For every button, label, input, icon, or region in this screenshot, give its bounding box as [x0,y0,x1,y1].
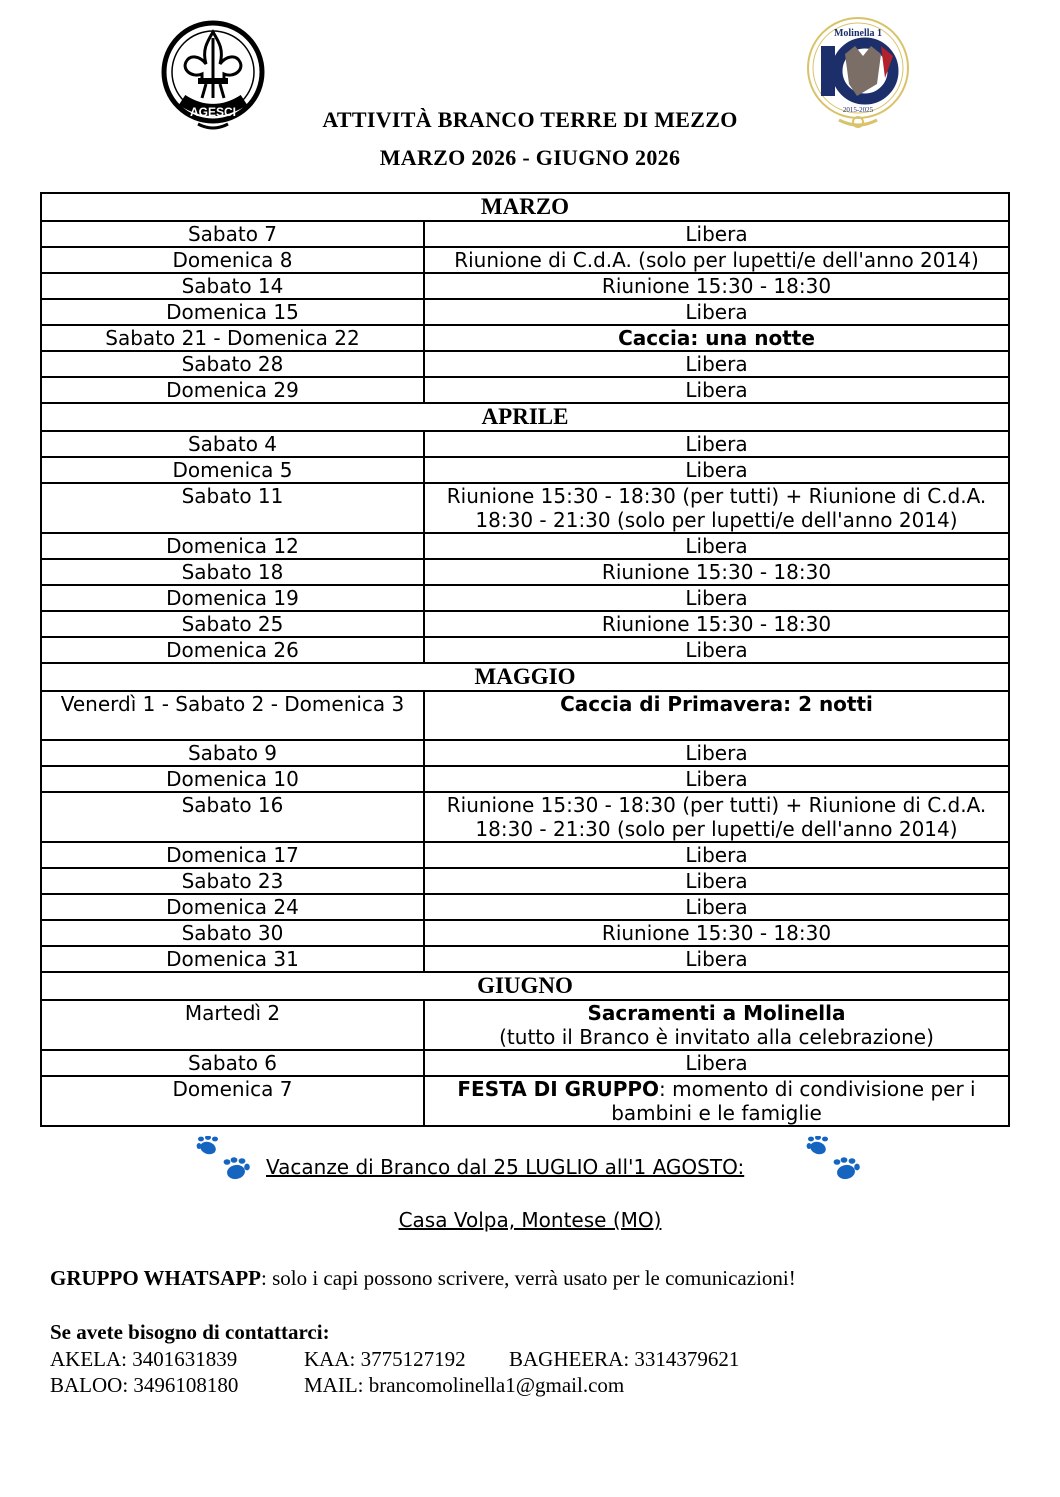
paw-print-icon [806,1136,862,1186]
day-cell: Domenica 5 [41,457,424,483]
day-cell: Domenica 8 [41,247,424,273]
day-cell: Domenica 7 [41,1076,424,1126]
activity-cell: Libera [424,946,1009,972]
day-cell: Domenica 12 [41,533,424,559]
day-cell: Domenica 24 [41,894,424,920]
day-cell: Sabato 6 [41,1050,424,1076]
activity-cell: Caccia: una notte [424,325,1009,351]
day-cell: Domenica 31 [41,946,424,972]
activity-text: (tutto il Branco è invitato alla celebrazione) [499,1025,934,1049]
table-row [41,691,1009,740]
activity-cell: Libera [424,431,1009,457]
activity-cell: Riunione 15:30 - 18:30 [424,273,1009,299]
contact-heading: Se avete bisogno di contattarci: [50,1320,330,1344]
month-header-row [41,972,1009,1000]
day-cell: Domenica 17 [41,842,424,868]
vacanze-location: Casa Volpa, Montese (MO) [398,1208,662,1232]
activity-cell: Libera [424,221,1009,247]
activity-cell [424,1000,1009,1050]
table-row [41,221,1009,247]
day-cell: Sabato 25 [41,611,424,637]
day-cell: Sabato 9 [41,740,424,766]
day-cell: Domenica 26 [41,637,424,663]
month-header-row [41,193,1009,221]
table-row [41,766,1009,792]
table-row [41,247,1009,273]
schedule-table [40,192,1010,1127]
activity-cell: Libera [424,868,1009,894]
day-cell: Domenica 15 [41,299,424,325]
activity-cell: Libera [424,299,1009,325]
activity-cell: Libera [424,637,1009,663]
table-row [41,740,1009,766]
month-header: APRILE [41,403,1009,431]
table-row [41,273,1009,299]
activity-bold: FESTA DI GRUPPO [457,1077,660,1101]
activity-cell: Riunione 15:30 - 18:30 (per tutti) + Riunione di C.d.A. 18:30 - 21:30 (solo per lupetti/e dell'anno 2014) [424,483,1009,533]
activity-text: : momento di condivisione per i bambini e le famiglie [611,1077,976,1125]
day-cell: Sabato 7 [41,221,424,247]
agesci-logo-text: AGESCI [189,105,237,119]
molinella-logo-years: 2015-2025 [842,106,874,114]
table-row [41,559,1009,585]
day-cell: Sabato 18 [41,559,424,585]
page-subtitle: MARZO 2026 - GIUGNO 2026 [379,145,681,170]
table-row [41,920,1009,946]
activity-cell: Libera [424,585,1009,611]
table-row [41,868,1009,894]
contact-akela: AKELA: 3401631839 [50,1347,238,1371]
activity-cell: Riunione di C.d.A. (solo per lupetti/e dell'anno 2014) [424,247,1009,273]
contact-baloo: BALOO: 3496108180 [50,1373,239,1397]
paw-print-icon [196,1136,252,1186]
day-cell: Martedì 2 [41,1000,424,1050]
table-row [41,377,1009,403]
table-row [41,842,1009,868]
molinella-logo-text: Molinella 1 [833,28,883,39]
whatsapp-note [50,1266,796,1291]
activity-cell: Caccia di Primavera: 2 notti [424,691,1009,740]
table-row [41,792,1009,842]
day-cell: Domenica 10 [41,766,424,792]
table-row [41,946,1009,972]
day-cell: Sabato 4 [41,431,424,457]
month-header: MAGGIO [41,663,1009,691]
activity-cell: Libera [424,842,1009,868]
activity-cell: Riunione 15:30 - 18:30 [424,559,1009,585]
month-header-row [41,663,1009,691]
table-row [41,457,1009,483]
day-cell: Sabato 28 [41,351,424,377]
day-cell: Sabato 14 [41,273,424,299]
table-row [41,1076,1009,1126]
day-cell: Sabato 21 - Domenica 22 [41,325,424,351]
table-row [41,533,1009,559]
activity-cell: Riunione 15:30 - 18:30 [424,920,1009,946]
activity-cell: Riunione 15:30 - 18:30 (per tutti) + Riunione di C.d.A. 18:30 - 21:30 (solo per lupetti/e dell'anno 2014) [424,792,1009,842]
table-row [41,585,1009,611]
activity-cell [424,1076,1009,1126]
day-cell: Sabato 30 [41,920,424,946]
table-row [41,351,1009,377]
activity-cell: Libera [424,740,1009,766]
whatsapp-text: : solo i capi possono scrivere, verrà usato per le comunicazioni! [260,1266,796,1290]
month-header-row [41,403,1009,431]
contact-mail: MAIL: brancomolinella1@gmail.com [304,1373,625,1397]
table-row [41,611,1009,637]
activity-cell: Libera [424,351,1009,377]
activity-cell: Libera [424,766,1009,792]
activity-cell: Libera [424,894,1009,920]
activity-cell: Riunione 15:30 - 18:30 [424,611,1009,637]
table-row [41,483,1009,533]
day-cell: Domenica 19 [41,585,424,611]
table-row [41,1000,1009,1050]
day-cell: Sabato 16 [41,792,424,842]
whatsapp-label: GRUPPO WHATSAPP [50,1266,261,1290]
table-row [41,894,1009,920]
table-row [41,325,1009,351]
table-row [41,431,1009,457]
day-cell: Sabato 11 [41,483,424,533]
page-title: ATTIVITÀ BRANCO TERRE DI MEZZO [322,107,738,132]
month-header: MARZO [41,193,1009,221]
month-header: GIUGNO [41,972,1009,1000]
table-row [41,299,1009,325]
activity-cell: Libera [424,377,1009,403]
activity-cell: Libera [424,457,1009,483]
activity-cell: Libera [424,1050,1009,1076]
contact-kaa: KAA: 3775127192 [304,1347,466,1371]
table-row [41,1050,1009,1076]
day-cell: Domenica 29 [41,377,424,403]
table-row [41,637,1009,663]
day-cell: Sabato 23 [41,868,424,894]
vacanze-text: Vacanze di Branco dal 25 LUGLIO all'1 AGOSTO: [266,1155,745,1179]
activity-bold: Sacramenti a Molinella [587,1001,846,1025]
contact-bagheera: BAGHEERA: 3314379621 [509,1347,740,1371]
activity-cell: Libera [424,533,1009,559]
day-cell: Venerdì 1 - Sabato 2 - Domenica 3 [41,691,424,740]
